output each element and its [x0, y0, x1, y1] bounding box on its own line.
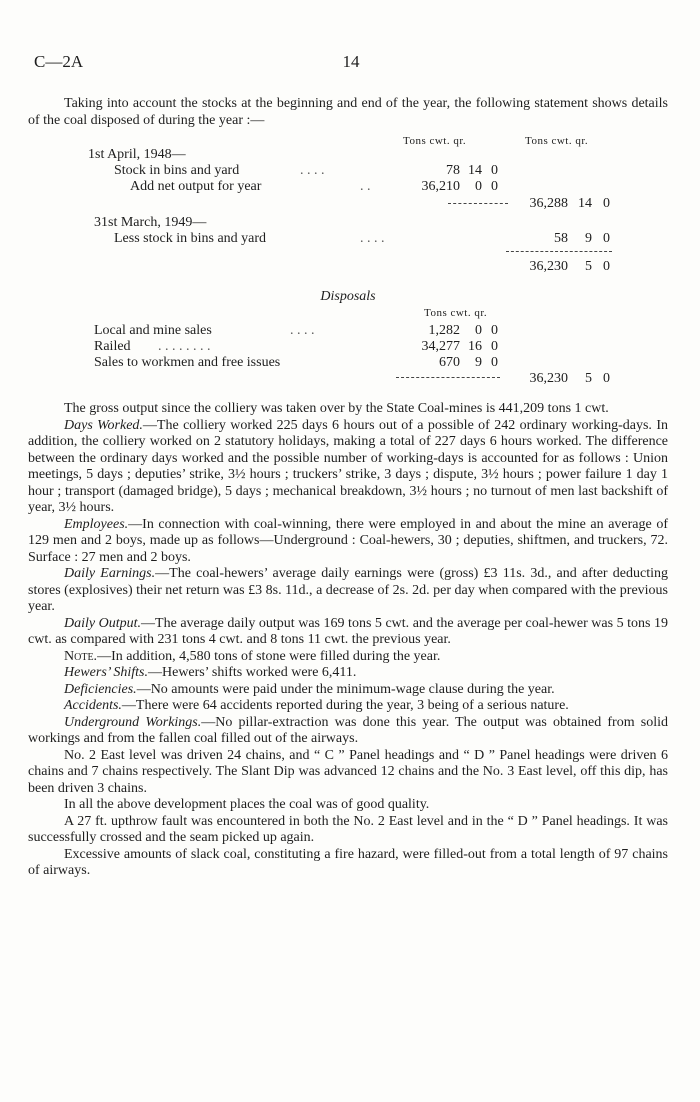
subtotal-cwt: 14	[578, 196, 592, 211]
employees-heading: Employees.	[64, 516, 129, 532]
disposals-total-cwt: 5	[585, 371, 592, 386]
hewers-shifts-paragraph	[28, 665, 668, 682]
add-output-dots: . .	[360, 179, 371, 194]
stock-dots: . . . .	[300, 163, 325, 178]
disposal-local-label: Local and mine sales	[94, 323, 212, 338]
note-paragraph	[28, 649, 668, 666]
less-stock-qr: 0	[603, 231, 610, 246]
note-heading: Note.	[64, 648, 98, 664]
disposal-railed-label: Railed	[94, 339, 131, 354]
employees-text: —In connection with coal-winning, there were employed in and about the mine an average of 129 men and 2 boys, made up as follows—Underground : Coal-hewers, 30 ; deputies, shiftmen, and truckers, 72. Surface : 27 men and 2 boys.	[28, 516, 668, 565]
daily-output-text: —The average daily output was 169 tons 5 cwt. and the average per coal-hewer was 5 tons 19 cwt. as compared with 231 tons 4 cwt. and 8 tons 11 cwt. the previous year.	[28, 615, 668, 647]
disposal-local-tons: 1,282	[428, 323, 460, 338]
disposal-railed-tons: 34,277	[421, 339, 460, 354]
disposal-railed-qr: 0	[491, 339, 498, 354]
document-code: C—2A	[34, 52, 84, 71]
deficiencies-text: —No amounts were paid under the minimum-wage clause during the year.	[136, 681, 555, 697]
date-2: 31st March, 1949—	[94, 215, 207, 230]
days-worked-text: —The colliery worked 225 days 6 hours out of a possible of 242 ordinary working-days. In addition, the colliery worked on 2 statutory holidays, making a total of 227 days 6 hours worked. The difference between the ordinary days worked and the possible number of working-days is accounted for as follows : Union meetings, 5 days ; deputies’ strike, 3½ hours ; truckers’ strike, 3 days ; dispute, 3½ hours ; power failure 1 day 1 hour ; transport (damaged bridge), 5 days ; mechanical breakdown, 3½ hours ; no turnout of men last backshift of year, 3½ hours.	[28, 417, 668, 515]
disposal-local-cwt: 0	[475, 323, 482, 338]
note-text: —In addition, 4,580 tons of stone were filled during the year.	[97, 648, 441, 664]
page-header	[34, 52, 668, 76]
less-stock-tons: 58	[554, 231, 568, 246]
days-worked-paragraph	[28, 418, 668, 517]
subtotal-qr: 0	[603, 196, 610, 211]
development-paragraph: No. 2 East level was driven 24 chains, and “ C ” Panel headings and “ D ” Panel headings were driven 6 chains and 7 chains respectively. The Slant Dip was advanced 12 chains and the No. 3 East level, off this dip, has been driven 3 chains.	[28, 747, 668, 796]
daily-earnings-text: —The coal-hewers’ average daily earnings were (gross) £3 11s. 3d., and after deducting stores (explosives) their net return was £3 8s. 11d., a decrease of 2s. 2d. per day when compared with the previous year.	[28, 566, 668, 614]
intro-paragraph: Taking into account the stocks at the beginning and end of the year, the following statement shows details of the coal disposed of during the year :—	[28, 96, 668, 128]
add-output-cwt: 0	[475, 179, 482, 194]
col-header-2: Tons cwt. qr.	[525, 135, 589, 147]
page-number: 14	[342, 52, 360, 71]
stock-cwt: 14	[468, 163, 482, 178]
disposals-col-header: Tons cwt. qr.	[424, 307, 488, 319]
disposal-workmen-qr: 0	[491, 355, 498, 370]
fault-paragraph: A 27 ft. upthrow fault was encountered in both the No. 2 East level and in the “ D ” Panel headings. It was successfully crossed and the seam picked up again.	[28, 813, 668, 845]
less-stock-cwt: 9	[585, 231, 592, 246]
add-output-qr: 0	[491, 179, 498, 194]
disposals-total-tons: 36,230	[529, 371, 568, 386]
report-body	[28, 401, 668, 880]
date-1: 1st April, 1948—	[88, 147, 186, 162]
disposal-local-qr: 0	[491, 323, 498, 338]
hewers-shifts-heading: Hewers’ Shifts.	[64, 665, 148, 680]
add-output-tons: 36,210	[421, 179, 460, 194]
stock-qr: 0	[491, 163, 498, 178]
less-stock-dots: . . . .	[360, 231, 385, 246]
quality-paragraph: In all the above development places the coal was of good quality.	[64, 797, 430, 812]
daily-output-paragraph	[28, 616, 668, 649]
disposal-workmen-cwt: 9	[475, 355, 482, 370]
total-cwt: 5	[585, 259, 592, 274]
disposal-workmen-tons: 670	[439, 355, 460, 370]
days-worked-heading: Days Worked.	[64, 417, 143, 433]
gross-output-paragraph: The gross output since the colliery was taken over by the State Coal-mines is 441,209 tons 1 cwt.	[64, 401, 609, 416]
slack-coal-paragraph: Excessive amounts of slack coal, constituting a fire hazard, were filled-out from a total length of 97 chains of airways.	[28, 846, 668, 878]
stock-tons: 78	[446, 163, 460, 178]
add-output-label: Add net output for year	[130, 179, 262, 194]
disposal-railed-dots: . . . . . . . .	[158, 339, 211, 354]
total-qr: 0	[603, 259, 610, 274]
underground-workings-text: —No pillar-extraction was done this year. The output was obtained from solid workings and from the fallen coal filled out of the airways.	[28, 714, 668, 746]
accidents-heading: Accidents.	[64, 698, 122, 713]
rule-1	[448, 203, 508, 204]
coal-statement-table	[28, 133, 668, 283]
accidents-text: —There were 64 accidents reported during the year, 3 being of a serious nature.	[121, 698, 569, 713]
col-header-1: Tons cwt. qr.	[403, 135, 467, 147]
daily-earnings-paragraph	[28, 566, 668, 616]
disposals-total-qr: 0	[603, 371, 610, 386]
subtotal-tons: 36,288	[529, 196, 568, 211]
rule-2	[506, 251, 612, 252]
page-body	[28, 96, 668, 880]
underground-workings-heading: Underground Workings.	[64, 714, 202, 730]
deficiencies-heading: Deficiencies.	[64, 681, 137, 697]
daily-earnings-heading: Daily Earnings.	[64, 566, 156, 581]
stock-label: Stock in bins and yard	[114, 163, 240, 178]
daily-output-heading: Daily Output.	[64, 615, 142, 631]
underground-workings-paragraph	[28, 715, 668, 748]
disposal-railed-cwt: 16	[468, 339, 482, 354]
less-stock-label: Less stock in bins and yard	[114, 231, 267, 246]
employees-paragraph	[28, 517, 668, 567]
deficiencies-paragraph	[28, 682, 668, 699]
disposals-table	[28, 305, 668, 391]
hewers-shifts-text: —Hewers’ shifts worked were 6,411.	[148, 665, 357, 680]
disposals-title: Disposals	[320, 289, 376, 304]
disposal-workmen-label: Sales to workmen and free issues	[94, 355, 281, 370]
total-tons: 36,230	[529, 259, 568, 274]
disposal-local-dots: . . . .	[290, 323, 315, 338]
accidents-paragraph	[28, 698, 668, 715]
disposals-rule	[396, 377, 500, 378]
